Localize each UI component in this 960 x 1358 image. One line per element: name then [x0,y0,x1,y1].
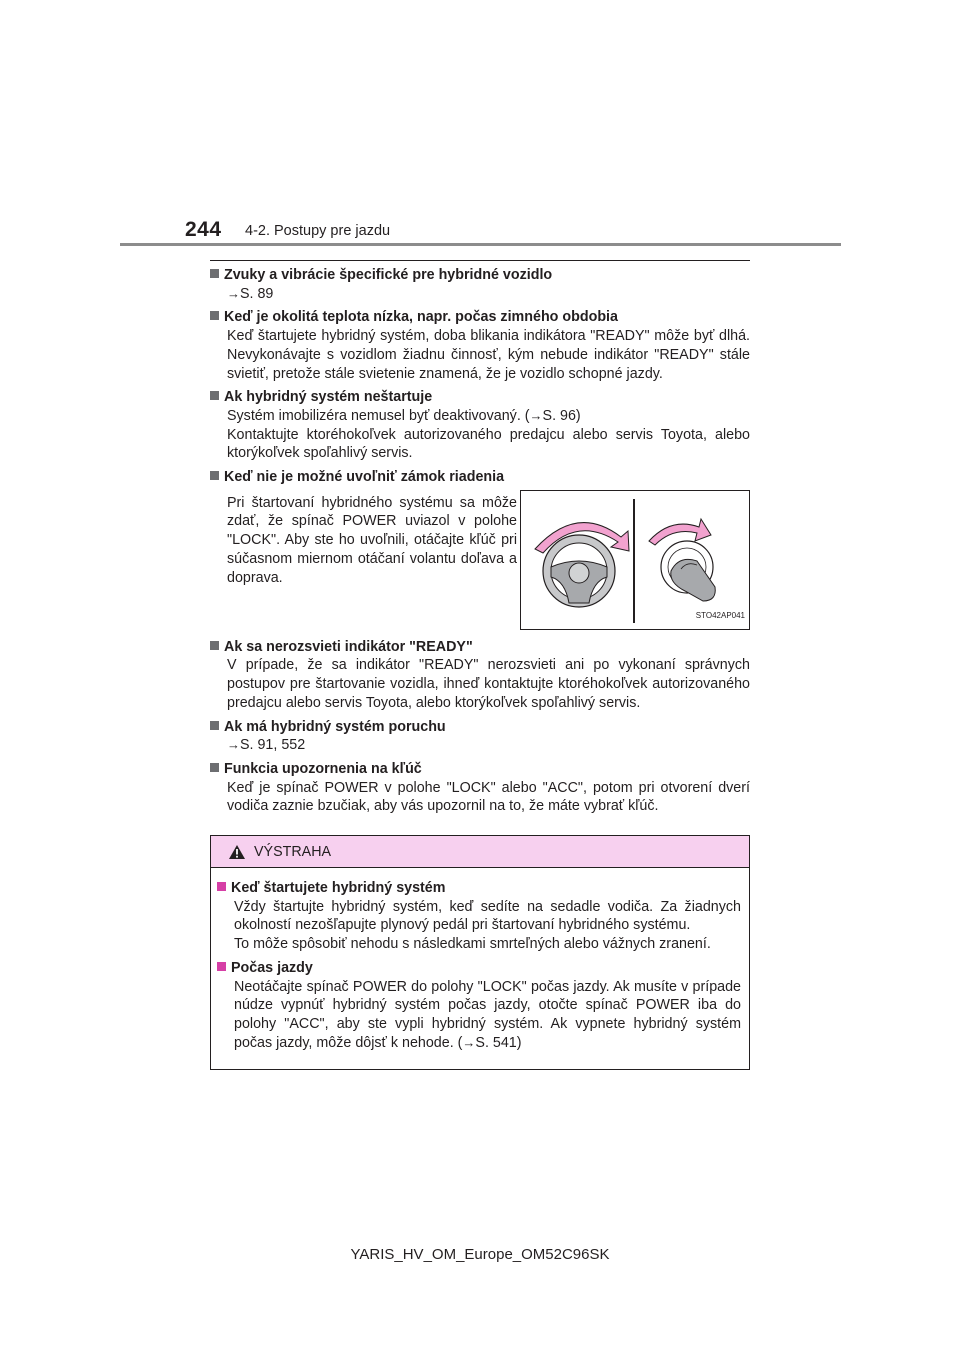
warning-item-starting [217,879,741,954]
item-title: Funkcia upozornenia na kľúč [224,760,422,777]
warning-triangle-icon [228,844,246,860]
square-bullet-icon [210,763,219,772]
item-text: Vždy štartujte hybridný systém, keď sedíte na sedadle vodiča. Za žiadnych okolností nezošľapujte plynový pedál pri štartovaní hybridného systému. [234,898,741,934]
item-key-reminder [210,760,750,816]
square-bullet-icon [210,311,219,320]
square-bullet-icon [210,391,219,400]
page-reference-link[interactable]: S. 91, 552 [240,737,306,754]
arrow-icon: → [529,407,543,423]
item-title: Keď štartujete hybridný systém [231,880,446,896]
item-text: Systém imobilizéra nemusel byť deaktivovaný. ( [227,407,530,424]
page-reference-link[interactable]: S. 89 [240,285,274,302]
item-title: Ak sa nerozsvieti indikátor "READY" [224,638,473,655]
square-bullet-icon [217,882,226,891]
item-title: Keď nie je možné uvoľniť zámok riadenia [224,469,505,486]
content-area [210,266,750,821]
arrow-icon: → [462,1034,476,1050]
square-bullet-icon [210,471,219,480]
item-title: Počas jazdy [231,959,313,976]
square-bullet-icon [210,721,219,730]
item-text: Neotáčajte spínač POWER do polohy "LOCK" počas jazdy. Ak musíte v prípade núdze vypnúť hybridný systém počas jazdy, otočte spínač POWER iba do polohy "ACC", aby ste vypli hybridný systém. Ak vypnete hybridný systém počas jazdy, môže dôjsť k nehode. ( [234,978,741,1051]
item-title: Zvuky a vibrácie špecifické pre hybridné vozidlo [224,267,553,283]
footer-doc-id: YARIS_HV_OM_Europe_OM52C96SK [350,1246,610,1263]
warning-item-driving [217,959,741,1053]
page-reference-link[interactable]: S. 541) [475,1034,522,1051]
item-title: Keď je okolitá teplota nízka, napr. počas zimného obdobia [224,309,618,326]
warning-title: VÝSTRAHA [254,843,332,860]
warning-box [210,835,750,1070]
item-text: Keď je spínač POWER v polohe "LOCK" alebo "ACC", potom pri otvorení dverí vodiča zaznie bzučiak, aby vás upozornil na to, že máte vybrať kľúč. [227,779,750,815]
section-title: 4-2. Postupy pre jazdu [245,223,391,239]
item-ready-not-lit [210,638,750,713]
item-steering-lock [210,468,750,630]
steering-wheel-and-key-illustration [520,490,750,630]
item-text: Keď štartujete hybridný systém, doba blikania indikátora "READY" môže byť dlhá. Nevykonávajte s vozidlom žiadnu činnosť, kým nebude indikátor "READY" stále svietiť, pretože stále svietenie znamená, že je vozidlo schopné jazdy. [227,328,750,382]
item-low-temperature [210,308,750,383]
content-top-rule [210,260,750,261]
square-bullet-icon [217,962,226,971]
warning-header [211,836,749,868]
item-sounds-vibrations [210,266,750,303]
item-title: Ak má hybridný systém poruchu [224,718,446,735]
square-bullet-icon [210,269,219,278]
page-reference-link[interactable]: S. 96) [542,407,581,424]
item-text: To môže spôsobiť nehodu s následkami smrteľných alebo vážnych zranení. [234,936,711,953]
item-title: Ak hybridný systém neštartuje [224,389,433,406]
figure-divider [633,499,635,623]
item-system-malfunction [210,718,750,755]
item-text: Kontaktujte ktoréhokoľvek autorizovaného predajcu alebo servis Toyota, alebo ktorýkoľvek spoľahlivý servis. [227,426,750,462]
item-text: Pri štartovaní hybridného systému sa môže zdať, že spínač POWER uviazol v polohe "LOCK". Aby ste ho uvoľnili, otáčajte kľúč pri súčasnom miernom otáčaní volantu doľava a doprava. [227,494,517,586]
arrow-icon: → [227,285,240,301]
item-text: V prípade, že sa indikátor "READY" nerozsvieti ani po vykonaní správnych postupov pre štartovanie vozidla, ihneď kontaktujte ktoréhokoľvek autorizovaného predajcu alebo servis Toyota, alebo ktorýkoľvek spoľahlivý servis. [227,657,750,711]
square-bullet-icon [210,641,219,650]
figure-code: STO42AP041 [695,611,745,621]
header-rule [120,243,841,246]
arrow-icon: → [227,737,240,753]
page-number: 244 [185,218,222,241]
item-system-not-starting [210,388,750,463]
